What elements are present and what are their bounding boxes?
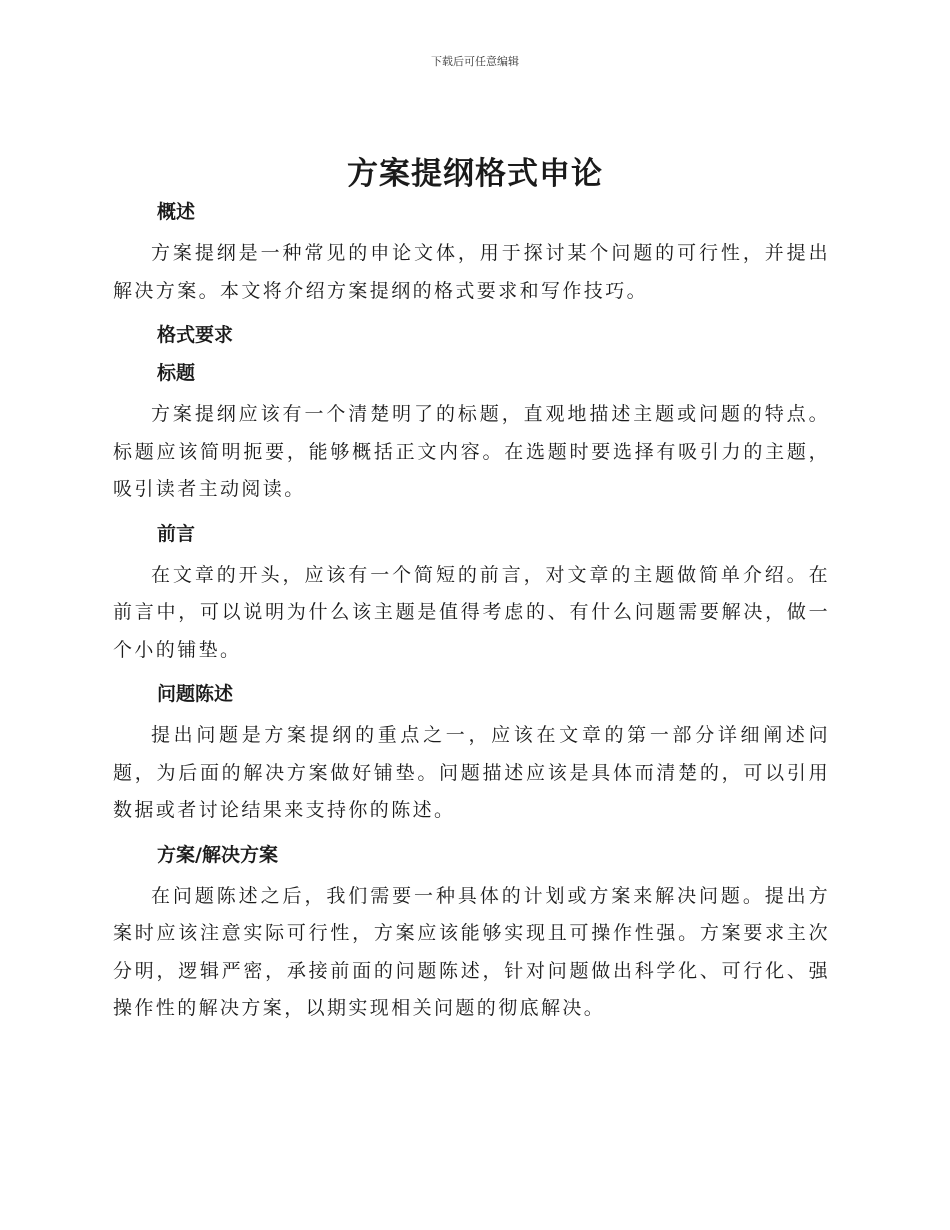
section-heading-problem: 问题陈述 — [157, 683, 234, 705]
section-heading-solution: 方案/解决方案 — [157, 843, 278, 866]
section-heading-preface: 前言 — [157, 522, 196, 545]
section-heading-overview: 概述 — [157, 201, 196, 223]
paragraph-title: 方案提纲应该有一个清楚明了的标题，直观地描述主题或问题的特点。标题应该简明扼要，能够概括正文内容。在选题时要选择有吸引力的主题，吸引读者主动阅读。 — [113, 403, 830, 500]
document-title: 方案提纲格式申论 — [347, 156, 603, 192]
paragraph-overview: 方案提纲是一种常见的申论文体，用于探讨某个问题的可行性，并提出解决方案。本文将介绍方案提纲的格式要求和写作技巧。 — [113, 242, 830, 302]
paragraph-solution: 在问题陈述之后，我们需要一种具体的计划或方案来解决问题。提出方案时应该注意实际可行性，方案应该能够实现且可操作性强。方案要求主次分明，逻辑严密，承接前面的问题陈述，针对问题做出科学化、可行化、强操作性的解决方案，以期实现相关问题的彻底解决。 — [113, 884, 830, 1019]
paragraph-preface: 在文章的开头，应该有一个简短的前言，对文章的主题做简单介绍。在前言中，可以说明为什么该主题是值得考虑的、有什么问题需要解决，做一个小的铺垫。 — [113, 563, 830, 661]
page-header: 下载后可任意编辑 — [431, 55, 519, 68]
document-body — [113, 197, 830, 1038]
section-heading-title: 标题 — [157, 362, 196, 384]
section-heading-format: 格式要求 — [157, 324, 234, 346]
paragraph-problem: 提出问题是方案提纲的重点之一，应该在文章的第一部分详细阐述问题，为后面的解决方案做好铺垫。问题描述应该是具体而清楚的，可以引用数据或者讨论结果来支持你的陈述。 — [113, 724, 830, 821]
